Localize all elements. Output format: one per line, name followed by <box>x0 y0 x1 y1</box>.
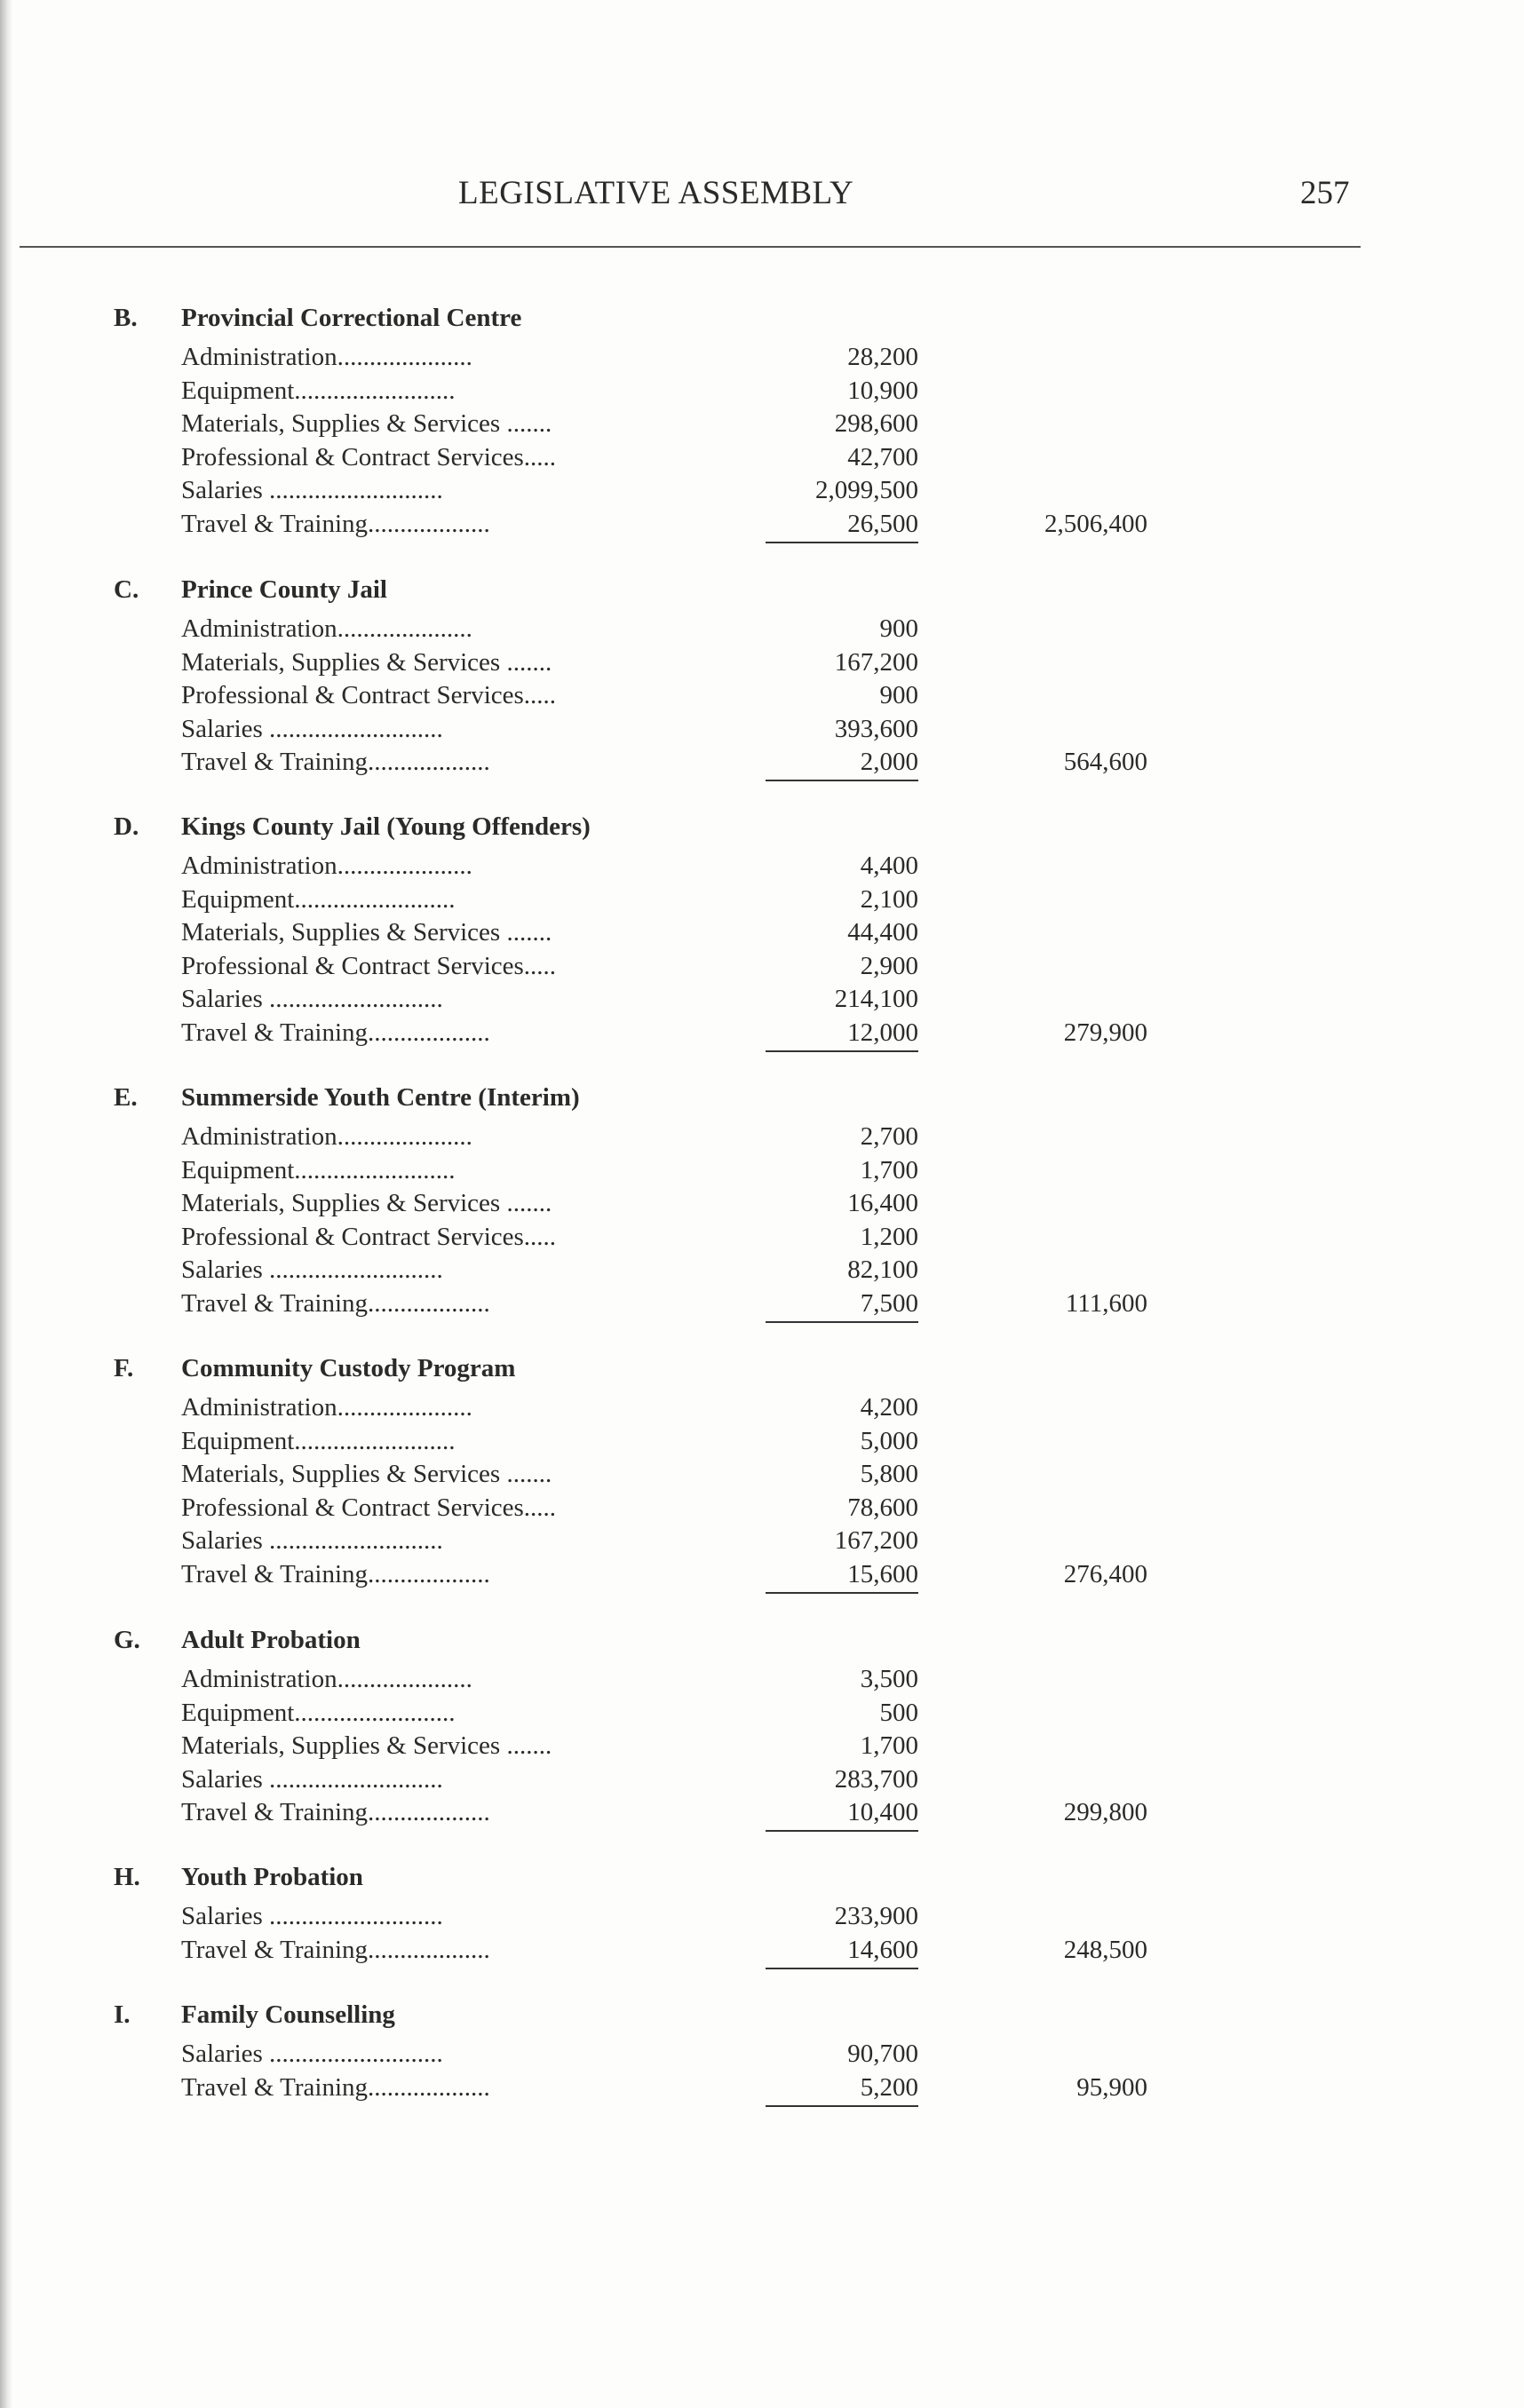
line-item-label: Professional & Contract Services..... <box>181 1222 557 1251</box>
line-item-label: Travel & Training................... <box>181 2072 490 2102</box>
line-item-amount: 15,600 <box>847 1560 918 1588</box>
section-title: Kings County Jail (Young Offenders) <box>181 812 591 841</box>
section-total: 279,900 <box>1063 1018 1147 1047</box>
line-item-label: Professional & Contract Services..... <box>181 1493 557 1522</box>
subtotal-underline <box>766 1968 918 1969</box>
line-item-amount: 2,000 <box>860 748 918 777</box>
line-item-label: Administration..................... <box>181 1665 472 1693</box>
subtotal-underline <box>766 1050 918 1052</box>
line-item-amount: 298,600 <box>834 409 918 439</box>
subtotal-underline <box>766 542 918 543</box>
line-item-amount: 26,500 <box>847 510 918 538</box>
section-title: Summerside Youth Centre (Interim) <box>181 1083 580 1112</box>
line-item-label: Travel & Training................... <box>181 1935 490 1964</box>
line-item-amount: 4,200 <box>860 1393 918 1422</box>
section-title: Family Counselling <box>181 2000 395 2029</box>
subtotal-underline <box>766 1830 918 1832</box>
line-item-amount: 10,400 <box>847 1798 918 1827</box>
line-item-label: Salaries ........................... <box>181 714 443 743</box>
section-total: 564,600 <box>1063 748 1147 777</box>
line-item-label: Materials, Supplies & Services ....... <box>181 647 552 677</box>
line-item-amount: 5,000 <box>860 1426 918 1455</box>
section-letter: B. <box>114 304 138 332</box>
section-total: 276,400 <box>1063 1560 1147 1588</box>
section-title: Community Custody Program <box>181 1354 516 1382</box>
line-item-label: Materials, Supplies & Services ....... <box>181 409 552 439</box>
line-item-label: Salaries ........................... <box>181 1255 443 1285</box>
section-title: Prince County Jail <box>181 575 387 604</box>
line-item-amount: 90,700 <box>847 2040 918 2068</box>
section-total: 248,500 <box>1063 1935 1147 1964</box>
line-item-amount: 12,000 <box>847 1018 918 1047</box>
line-item-label: Professional & Contract Services..... <box>181 681 557 710</box>
section-total: 2,506,400 <box>1044 510 1147 538</box>
line-item-amount: 2,100 <box>860 884 918 914</box>
section-letter: I. <box>114 2000 131 2029</box>
line-item-amount: 42,700 <box>847 442 918 471</box>
line-item-amount: 5,800 <box>860 1460 918 1489</box>
line-item-label: Travel & Training................... <box>181 510 490 538</box>
section-total: 111,600 <box>1065 1289 1147 1318</box>
line-item-label: Administration..................... <box>181 614 472 643</box>
line-item-amount: 14,600 <box>847 1935 918 1964</box>
line-item-amount: 214,100 <box>834 985 918 1014</box>
line-item-amount: 900 <box>879 681 918 710</box>
line-item-label: Administration..................... <box>181 852 472 880</box>
line-item-amount: 2,700 <box>860 1122 918 1151</box>
line-item-label: Administration..................... <box>181 343 472 371</box>
line-item-label: Travel & Training................... <box>181 1018 490 1047</box>
line-item-amount: 1,200 <box>860 1222 918 1251</box>
section-total: 95,900 <box>1076 2072 1147 2102</box>
line-item-label: Materials, Supplies & Services ....... <box>181 1189 552 1218</box>
line-item-label: Travel & Training................... <box>181 1560 490 1588</box>
line-item-amount: 2,900 <box>860 951 918 980</box>
section-letter: E. <box>114 1083 138 1112</box>
section-title: Provincial Correctional Centre <box>181 304 522 332</box>
line-item-amount: 167,200 <box>834 1526 918 1556</box>
line-item-amount: 10,900 <box>847 376 918 405</box>
line-item-amount: 78,600 <box>847 1493 918 1522</box>
line-item-label: Salaries ........................... <box>181 1526 443 1556</box>
line-item-label: Administration..................... <box>181 1393 472 1422</box>
line-item-label: Equipment......................... <box>181 1698 456 1727</box>
line-item-amount: 167,200 <box>834 647 918 677</box>
line-item-label: Travel & Training................... <box>181 1289 490 1318</box>
line-item-label: Equipment......................... <box>181 1426 456 1455</box>
line-item-label: Equipment......................... <box>181 884 456 914</box>
line-item-amount: 283,700 <box>834 1764 918 1794</box>
line-item-label: Salaries ........................... <box>181 1902 443 1930</box>
line-item-amount: 233,900 <box>834 1902 918 1930</box>
section-title: Youth Probation <box>181 1863 363 1891</box>
line-item-amount: 500 <box>879 1698 918 1727</box>
line-item-amount: 1,700 <box>860 1731 918 1761</box>
line-item-amount: 4,400 <box>860 852 918 880</box>
line-item-label: Salaries ........................... <box>181 985 443 1014</box>
line-item-amount: 82,100 <box>847 1255 918 1285</box>
line-item-label: Equipment......................... <box>181 1155 456 1184</box>
section-letter: F. <box>114 1354 134 1382</box>
section-total: 299,800 <box>1063 1798 1147 1827</box>
subtotal-underline <box>766 1592 918 1594</box>
page-title: LEGISLATIVE ASSEMBLY <box>458 175 854 211</box>
section-title: Adult Probation <box>181 1626 361 1654</box>
line-item-amount: 7,500 <box>860 1289 918 1318</box>
line-item-amount: 2,099,500 <box>815 476 918 505</box>
section-letter: D. <box>114 812 139 841</box>
subtotal-underline <box>766 2105 918 2107</box>
section-letter: H. <box>114 1863 140 1891</box>
line-item-amount: 900 <box>879 614 918 643</box>
line-item-amount: 3,500 <box>860 1665 918 1693</box>
section-letter: C. <box>114 575 139 604</box>
line-item-amount: 393,600 <box>834 714 918 743</box>
line-item-label: Materials, Supplies & Services ....... <box>181 1731 552 1761</box>
page-number: 257 <box>1300 175 1350 211</box>
line-item-label: Professional & Contract Services..... <box>181 951 557 980</box>
subtotal-underline <box>766 780 918 781</box>
line-item-label: Materials, Supplies & Services ....... <box>181 1460 552 1489</box>
line-item-amount: 16,400 <box>847 1189 918 1218</box>
line-item-amount: 28,200 <box>847 343 918 371</box>
line-item-label: Travel & Training................... <box>181 748 490 777</box>
line-item-amount: 44,400 <box>847 918 918 947</box>
line-item-label: Travel & Training................... <box>181 1798 490 1827</box>
line-item-label: Equipment......................... <box>181 376 456 405</box>
subtotal-underline <box>766 1321 918 1323</box>
line-item-label: Materials, Supplies & Services ....... <box>181 918 552 947</box>
line-item-amount: 5,200 <box>860 2072 918 2102</box>
line-item-label: Salaries ........................... <box>181 2040 443 2068</box>
line-item-label: Professional & Contract Services..... <box>181 442 557 471</box>
line-item-label: Salaries ........................... <box>181 1764 443 1794</box>
line-item-label: Administration..................... <box>181 1122 472 1151</box>
section-letter: G. <box>114 1626 140 1654</box>
line-item-label: Salaries ........................... <box>181 476 443 505</box>
line-item-amount: 1,700 <box>860 1155 918 1184</box>
